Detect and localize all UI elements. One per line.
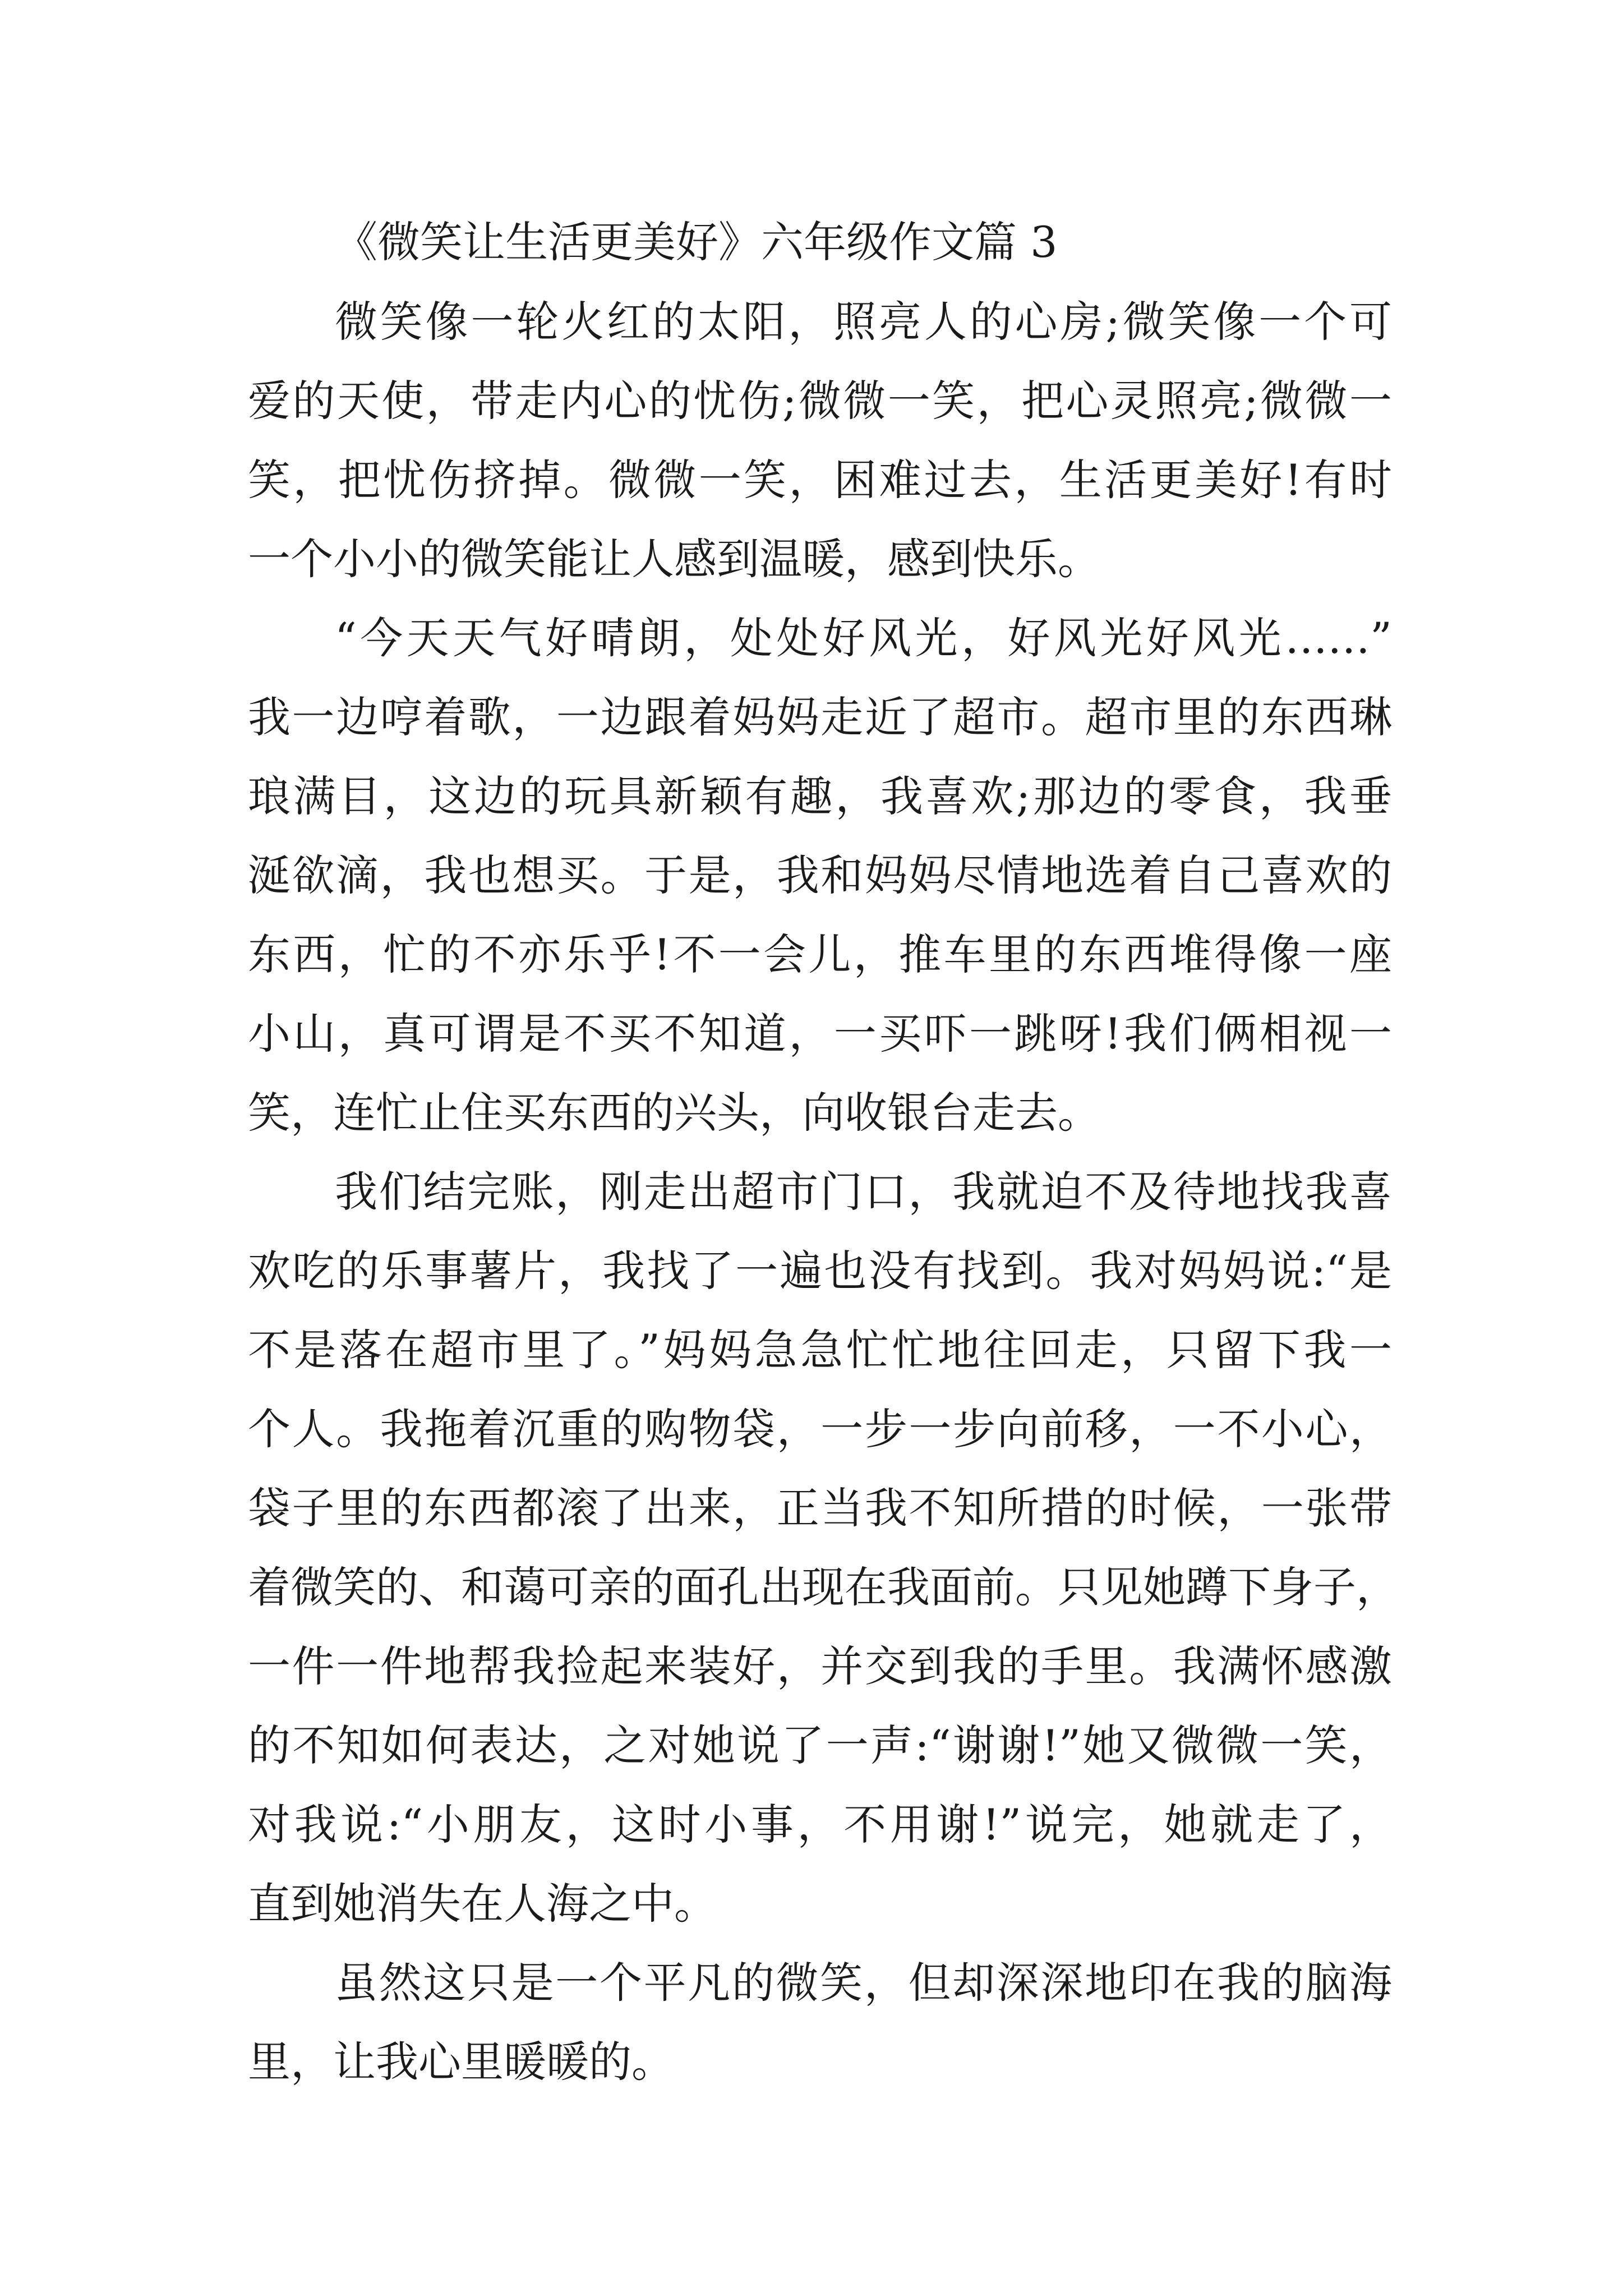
paragraph-2-line-2: 我一边哼着歌，一边跟着妈妈走近了超市。超市里的东西琳 bbox=[248, 692, 1392, 742]
paragraph-2-line-6: 小山，真可谓是不买不知道，一买吓一跳呀!我们俩相视一 bbox=[248, 1009, 1392, 1059]
paragraph-4-line-1: 虽然这只是一个平凡的微笑，但却深深地印在我的脑海 bbox=[335, 1958, 1392, 2008]
paragraph-3-line-8: 的不知如何表达，之对她说了一声:“谢谢!”她又微微一笑， bbox=[248, 1720, 1392, 1770]
paragraph-2-line-5: 东西，忙的不亦乐乎!不一会儿，推车里的东西堆得像一座 bbox=[248, 930, 1392, 979]
paragraph-3-line-10: 直到她消失在人海之中。 bbox=[248, 1879, 717, 1929]
paragraph-3-line-3: 不是落在超市里了。”妈妈急急忙忙地往回走，只留下我一 bbox=[248, 1325, 1392, 1375]
paragraph-3-line-4: 个人。我拖着沉重的购物袋，一步一步向前移，一不小心， bbox=[248, 1404, 1392, 1454]
paragraph-3-line-9: 对我说:“小朋友，这时小事，不用谢!”说完，她就走了， bbox=[248, 1800, 1392, 1849]
paragraph-3-line-7: 一件一件地帮我捡起来装好，并交到我的手里。我满怀感激 bbox=[248, 1641, 1392, 1691]
paragraph-3-line-5: 袋子里的东西都滚了出来，正当我不知所措的时候，一张带 bbox=[248, 1483, 1392, 1533]
paragraph-3-line-6: 着微笑的、和蔼可亲的面孔出现在我面前。只见她蹲下身子， bbox=[248, 1562, 1399, 1612]
paragraph-2-line-1: “今天天气好晴朗，处处好风光，好风光好风光……” bbox=[335, 613, 1392, 663]
document-title: 《微笑让生活更美好》六年级作文篇 3 bbox=[335, 217, 1058, 267]
paragraph-2-line-3: 琅满目，这边的玩具新颖有趣，我喜欢;那边的零食，我垂 bbox=[248, 771, 1392, 821]
paragraph-1-line-1: 微笑像一轮火红的太阳，照亮人的心房;微笑像一个可 bbox=[335, 297, 1392, 347]
paragraph-1-line-2: 爱的天使，带走内心的忧伤;微微一笑，把心灵照亮;微微一 bbox=[248, 376, 1392, 426]
paragraph-3-line-1: 我们结完账，刚走出超市门口，我就迫不及待地找我喜 bbox=[335, 1167, 1392, 1217]
paragraph-2-line-7: 笑，连忙止住买东西的兴头，向收银台走去。 bbox=[248, 1088, 1100, 1138]
paragraph-1-line-4: 一个小小的微笑能让人感到温暖，感到快乐。 bbox=[248, 534, 1100, 584]
paragraph-3-line-2: 欢吃的乐事薯片，我找了一遍也没有找到。我对妈妈说:“是 bbox=[248, 1246, 1392, 1296]
paragraph-2-line-4: 涎欲滴，我也想买。于是，我和妈妈尽情地选着自己喜欢的 bbox=[248, 850, 1392, 900]
paragraph-4-line-2: 里，让我心里暖暖的。 bbox=[248, 2037, 674, 2087]
paragraph-1-line-3: 笑，把忧伤挤掉。微微一笑，困难过去，生活更美好!有时 bbox=[248, 455, 1392, 505]
